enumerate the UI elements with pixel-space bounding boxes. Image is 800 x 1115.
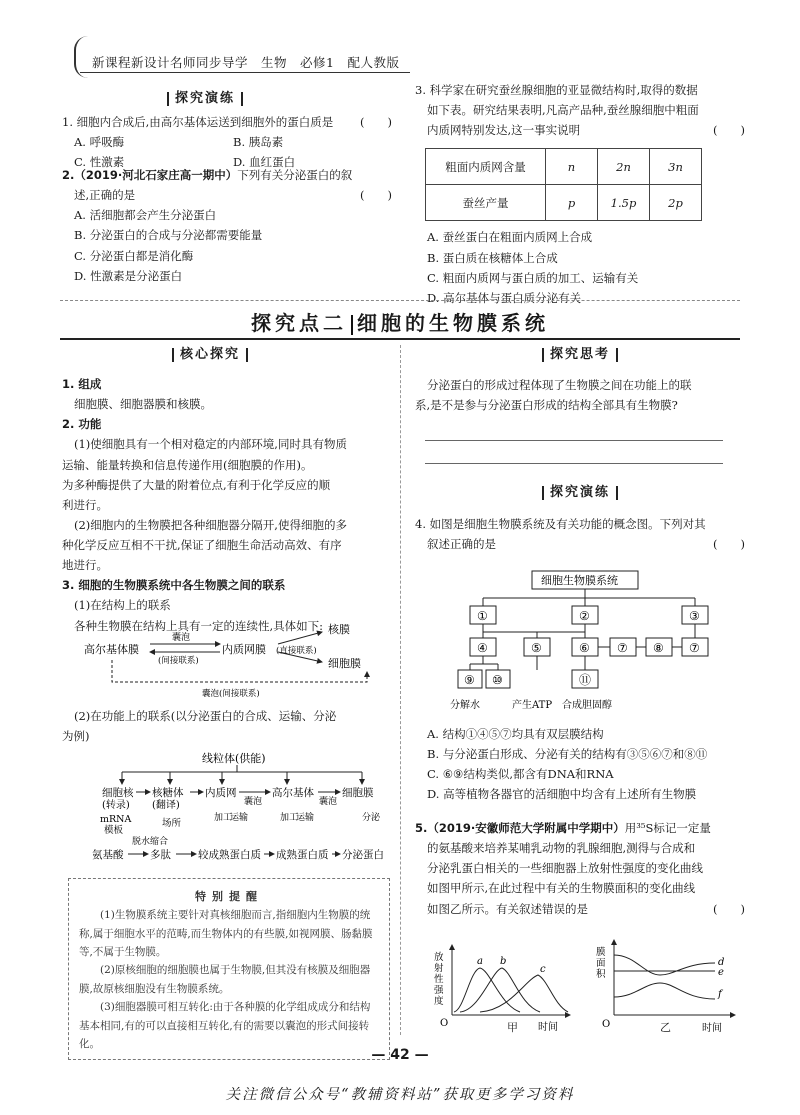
q1-stem: 1. 细胞内合成后,由高尔基体运送到细胞外的蛋白质是 <box>62 115 334 129</box>
label-c: c <box>540 964 546 975</box>
yi-xlabel: 时间 <box>702 1023 722 1034</box>
svg-text:(转录): (转录) <box>102 800 130 811</box>
q1-option-b[interactable]: B. 胰岛素 <box>233 135 284 150</box>
label-b: b <box>500 956 507 967</box>
svg-text:mRNA: mRNA <box>100 814 132 825</box>
q2-option-b[interactable]: B. 分泌蛋白的合成与分泌都需要能量 <box>74 228 263 243</box>
q4-option-a[interactable]: A. 结构①④⑤⑦均具有双层膜结构 <box>427 727 604 741</box>
node-polypeptide: 多肽 <box>150 849 171 861</box>
think-content: 分泌蛋白的形成过程体现了生物膜之间在功能上的联 系,是不是参与分泌蛋白形成的结构全部具有生物膜? <box>415 378 692 413</box>
practice-tag-1: 探究演练 <box>100 88 310 111</box>
core-content: 1. 组成 细胞膜、细胞器膜和核膜。 2. 功能 (1)使细胞具有一个相对稳定的内部环境,同时具有物质 运输、能量转换和信息传递作用(细胞膜的作用)。 为多种酶提供了大量的附着位点,有利于化学反应的顺 利进行。 (2)细胞内的生物膜把各种细胞器分隔开,使得细胞的多 种化学反应互相不干扰,保证了细胞生命活动高效、有序 地进行。 3. 细胞的生物膜系统中各生物膜之间的联系 (1)在结构上的联系 各种生物膜在结构上具有一定的连续性,具体如下: <box>62 374 392 636</box>
concept-node-1: ① <box>477 609 488 623</box>
secretion-flow-diagram <box>72 750 397 870</box>
svg-text:射: 射 <box>434 963 444 974</box>
svg-text:脱水缩合: 脱水缩合 <box>132 837 169 847</box>
core-heading-3: 3. 细胞的生物膜系统中各生物膜之间的联系 <box>62 578 286 593</box>
page-number: — 42 — <box>371 1047 429 1063</box>
curve-a <box>454 968 520 1012</box>
header-rule <box>80 72 410 73</box>
table-row: 粗面内质网含量 n 2n 3n <box>426 149 702 185</box>
q4-option-c[interactable]: C. ⑥⑨结构类似,都含有DNA和RNA <box>427 767 614 782</box>
curve-d <box>614 955 715 975</box>
node-er: 内质网 <box>205 787 237 799</box>
q5-source: 5.（2019·安徽师范大学附属中学期中） <box>415 821 625 835</box>
node-cell-membrane-2: 细胞膜 <box>342 787 374 799</box>
table-row: 蚕丝产量 p 1.5p 2p <box>426 185 702 221</box>
question-1: 1. 细胞内合成后,由高尔基体运送到细胞外的蛋白质是 ( ) A. 呼吸酶 B. 胰岛素 C. 性激素 D. 血红蛋白 <box>62 112 392 172</box>
label-e: e <box>718 967 724 978</box>
svg-text:囊泡: 囊泡 <box>244 797 263 807</box>
node-golgi: 高尔基体膜 <box>84 643 139 656</box>
svg-text:模板: 模板 <box>104 825 124 836</box>
svg-text:性: 性 <box>434 974 444 985</box>
concept-node-2: ② <box>579 609 590 623</box>
node-amino-acid: 氨基酸 <box>92 849 124 861</box>
concept-node-10: ⑩ <box>492 673 503 687</box>
concept-label-10: 产生ATP <box>512 700 553 711</box>
node-secreted-protein: 分泌蛋白 <box>342 849 384 861</box>
node-cell-membrane: 细胞膜 <box>328 657 361 670</box>
concept-label-9: 分解水 <box>450 700 480 711</box>
node-immature-protein: 较成熟蛋白质 <box>198 849 261 861</box>
core-content-2: (2)在功能上的联系(以分泌蛋白的合成、运输、分泌 为例) <box>62 709 337 744</box>
concept-node-7a: ⑦ <box>617 641 628 655</box>
note-title: 特别提醒 <box>195 890 263 903</box>
label-a: a <box>477 956 483 967</box>
section-divider <box>60 300 740 301</box>
jia-ylabel-1: 放 <box>434 952 444 963</box>
svg-text:运输: 运输 <box>296 813 315 823</box>
jia-origin: O <box>440 1018 449 1029</box>
node-nuclear-membrane: 核膜 <box>328 623 350 636</box>
svg-text:面: 面 <box>596 958 606 969</box>
node-mitochondria: 线粒体(供能) <box>202 752 266 765</box>
svg-text:强: 强 <box>434 985 444 996</box>
label-indirect-2: 囊泡(间接联系) <box>202 689 260 699</box>
core-heading-2: 2. 功能 <box>62 417 102 432</box>
svg-text:加工: 加工 <box>214 813 233 823</box>
practice-tag-2: 探究演练 <box>480 482 680 505</box>
q3-option-a[interactable]: A. 蚕丝蛋白在粗面内质网上合成 <box>427 230 593 245</box>
yi-origin: O <box>602 1019 611 1030</box>
q2-option-a[interactable]: A. 活细胞都会产生分泌蛋白 <box>74 208 217 223</box>
concept-label-11: 合成胆固醇 <box>562 700 612 711</box>
concept-node-11: ⑪ <box>579 673 592 687</box>
book-header-title: 新课程新设计名师同步导学 生物 必修1 配人教版 <box>92 55 400 70</box>
q1-option-c[interactable]: C. 性激素 <box>74 155 125 170</box>
svg-text:分泌: 分泌 <box>362 813 381 823</box>
svg-text:度: 度 <box>434 996 444 1007</box>
label-direct: (直接联系) <box>276 646 317 656</box>
q4-options <box>415 724 745 805</box>
chart-yi-caption: 乙 <box>660 1021 671 1034</box>
answer-line-1[interactable] <box>425 440 723 441</box>
concept-node-8: ⑧ <box>653 641 664 655</box>
column-divider <box>400 345 401 1035</box>
question-5: 5.（2019·安徽师范大学附属中学期中）用³⁵S标记一定量 的氨基酸来培养某哺乳动物的乳腺细胞,测得与合成和 分泌乳蛋白相关的一些细胞器上放射性强度的变化曲线 如图甲所示,在此过程中有关的生物膜面积的变化曲线 如图乙所示。有关叙述错误的是 ( ) <box>415 821 745 916</box>
svg-text:囊泡: 囊泡 <box>319 797 338 807</box>
section2-title: 探究点二 细胞的生物膜系统 <box>251 311 549 335</box>
q3-data-table <box>425 148 702 221</box>
note-1: (1)生物膜系统主要针对真核细胞而言,指细胞内生物膜的统称,属于细胞水平的范畴,而生物体内的有些膜,如视网膜、肠黏膜等,不属于生物膜。 <box>79 909 373 958</box>
curve-c <box>480 975 568 1012</box>
node-nucleus: 细胞核 <box>102 787 134 799</box>
think-tag: 探究思考 <box>480 344 680 367</box>
chart-jia <box>430 940 575 1035</box>
note-2: (2)原核细胞的细胞膜也属于生物膜,但其没有核膜及细胞器膜,故原核细胞没有生物膜系统。 <box>79 964 371 995</box>
q4-concept-map <box>440 568 730 718</box>
special-reminder-box <box>68 878 390 1060</box>
section-rule <box>60 338 740 340</box>
question-2: 2.（2019·河北石家庄高一期中）下列有关分泌蛋白的叙 述,正确的是 ( ) A. 活细胞都会产生分泌蛋白 B. 分泌蛋白的合成与分泌都需要能量 C. 分泌蛋白都是消化酶 D. 性激素是分泌蛋白 <box>62 165 392 286</box>
curve-b <box>460 968 540 1012</box>
node-golgi-2: 高尔基体 <box>272 787 314 799</box>
q2-option-c[interactable]: C. 分泌蛋白都是消化酶 <box>74 248 194 263</box>
svg-text:加工: 加工 <box>280 813 299 823</box>
q2-source: 2.（2019·河北石家庄高一期中） <box>62 168 238 182</box>
q3-option-d[interactable]: D. 高尔基体与蛋白质分泌有关 <box>427 290 582 305</box>
label-indirect-1: (间接联系) <box>158 656 199 666</box>
svg-text:运输: 运输 <box>230 813 249 823</box>
concept-node-5: ⑤ <box>531 641 542 655</box>
svg-text:场所: 场所 <box>162 818 182 829</box>
q4-option-d[interactable]: D. 高等植物各器官的活细胞中均含有上述所有生物膜 <box>427 787 697 802</box>
chart-jia-caption: 甲 <box>507 1021 518 1034</box>
node-er-membrane: 内质网膜 <box>222 643 266 656</box>
q1-option-a[interactable]: A. 呼吸酶 <box>74 135 125 150</box>
membrane-structure-diagram <box>82 622 392 702</box>
concept-node-6: ⑥ <box>579 641 590 655</box>
core-heading-1: 1. 组成 <box>62 377 102 391</box>
q1-option-d[interactable]: D. 血红蛋白 <box>233 155 296 170</box>
jia-xlabel: 时间 <box>538 1022 558 1033</box>
q2-option-d[interactable]: D. 性激素是分泌蛋白 <box>74 268 183 283</box>
note-3: (3)细胞器膜可相互转化:由于各种膜的化学组成成分和结构基本相同,有的可以直接相互转化,有的需要以囊泡的形式间接转化。 <box>79 1001 371 1050</box>
q3-option-b[interactable]: B. 蛋白质在核糖体上合成 <box>427 250 558 265</box>
label-f: f <box>718 989 722 1000</box>
node-ribosome: 核糖体 <box>152 787 184 799</box>
label-d: d <box>718 957 725 968</box>
curve-f <box>614 983 715 999</box>
concept-root: 细胞生物膜系统 <box>541 574 618 587</box>
concept-node-7b: ⑦ <box>689 641 700 655</box>
q4-option-b[interactable]: B. 与分泌蛋白形成、分泌有关的结构有③⑤⑥⑦和⑧⑪ <box>427 747 708 762</box>
label-vesicle-1: 囊泡 <box>172 633 191 643</box>
footer-promo: 关注微信公众号“教辅资料站”获取更多学习资料 <box>225 1087 575 1103</box>
q3-option-c[interactable]: C. 粗面内质网与蛋白质的加工、运输有关 <box>427 270 639 285</box>
concept-node-4: ④ <box>477 641 488 655</box>
answer-line-2[interactable] <box>425 463 723 464</box>
svg-text:膜: 膜 <box>596 947 606 958</box>
concept-node-3: ③ <box>689 609 700 623</box>
arrow-er-nuc <box>278 632 322 644</box>
question-4: 4. 如图是细胞生物膜系统及有关功能的概念图。下列对其 叙述正确的是 ( ) <box>415 517 745 552</box>
node-mature-protein: 成熟蛋白质 <box>276 849 329 861</box>
core-tag: 核心探究 <box>110 344 310 367</box>
svg-text:(翻译): (翻译) <box>152 800 180 811</box>
concept-node-9: ⑨ <box>464 673 475 687</box>
question-3: 3. 科学家在研究蚕丝腺细胞的亚显微结构时,取得的数据 如下表。研究结果表明,凡高产品种,蚕丝腺细胞中粗面 内质网特别发达,这一事实说明 ( ) 粗面内质网含量 n 2n 3n 蚕丝产量 p 1.5p 2p A. 蚕丝蛋白在粗面内质网上合成 B. 蛋白质在核糖体上合成 C. 粗面内质网与蛋白质的加工、运输有关 D. 高尔基体与蛋白质分泌有关 <box>415 80 745 308</box>
svg-text:积: 积 <box>596 969 606 980</box>
